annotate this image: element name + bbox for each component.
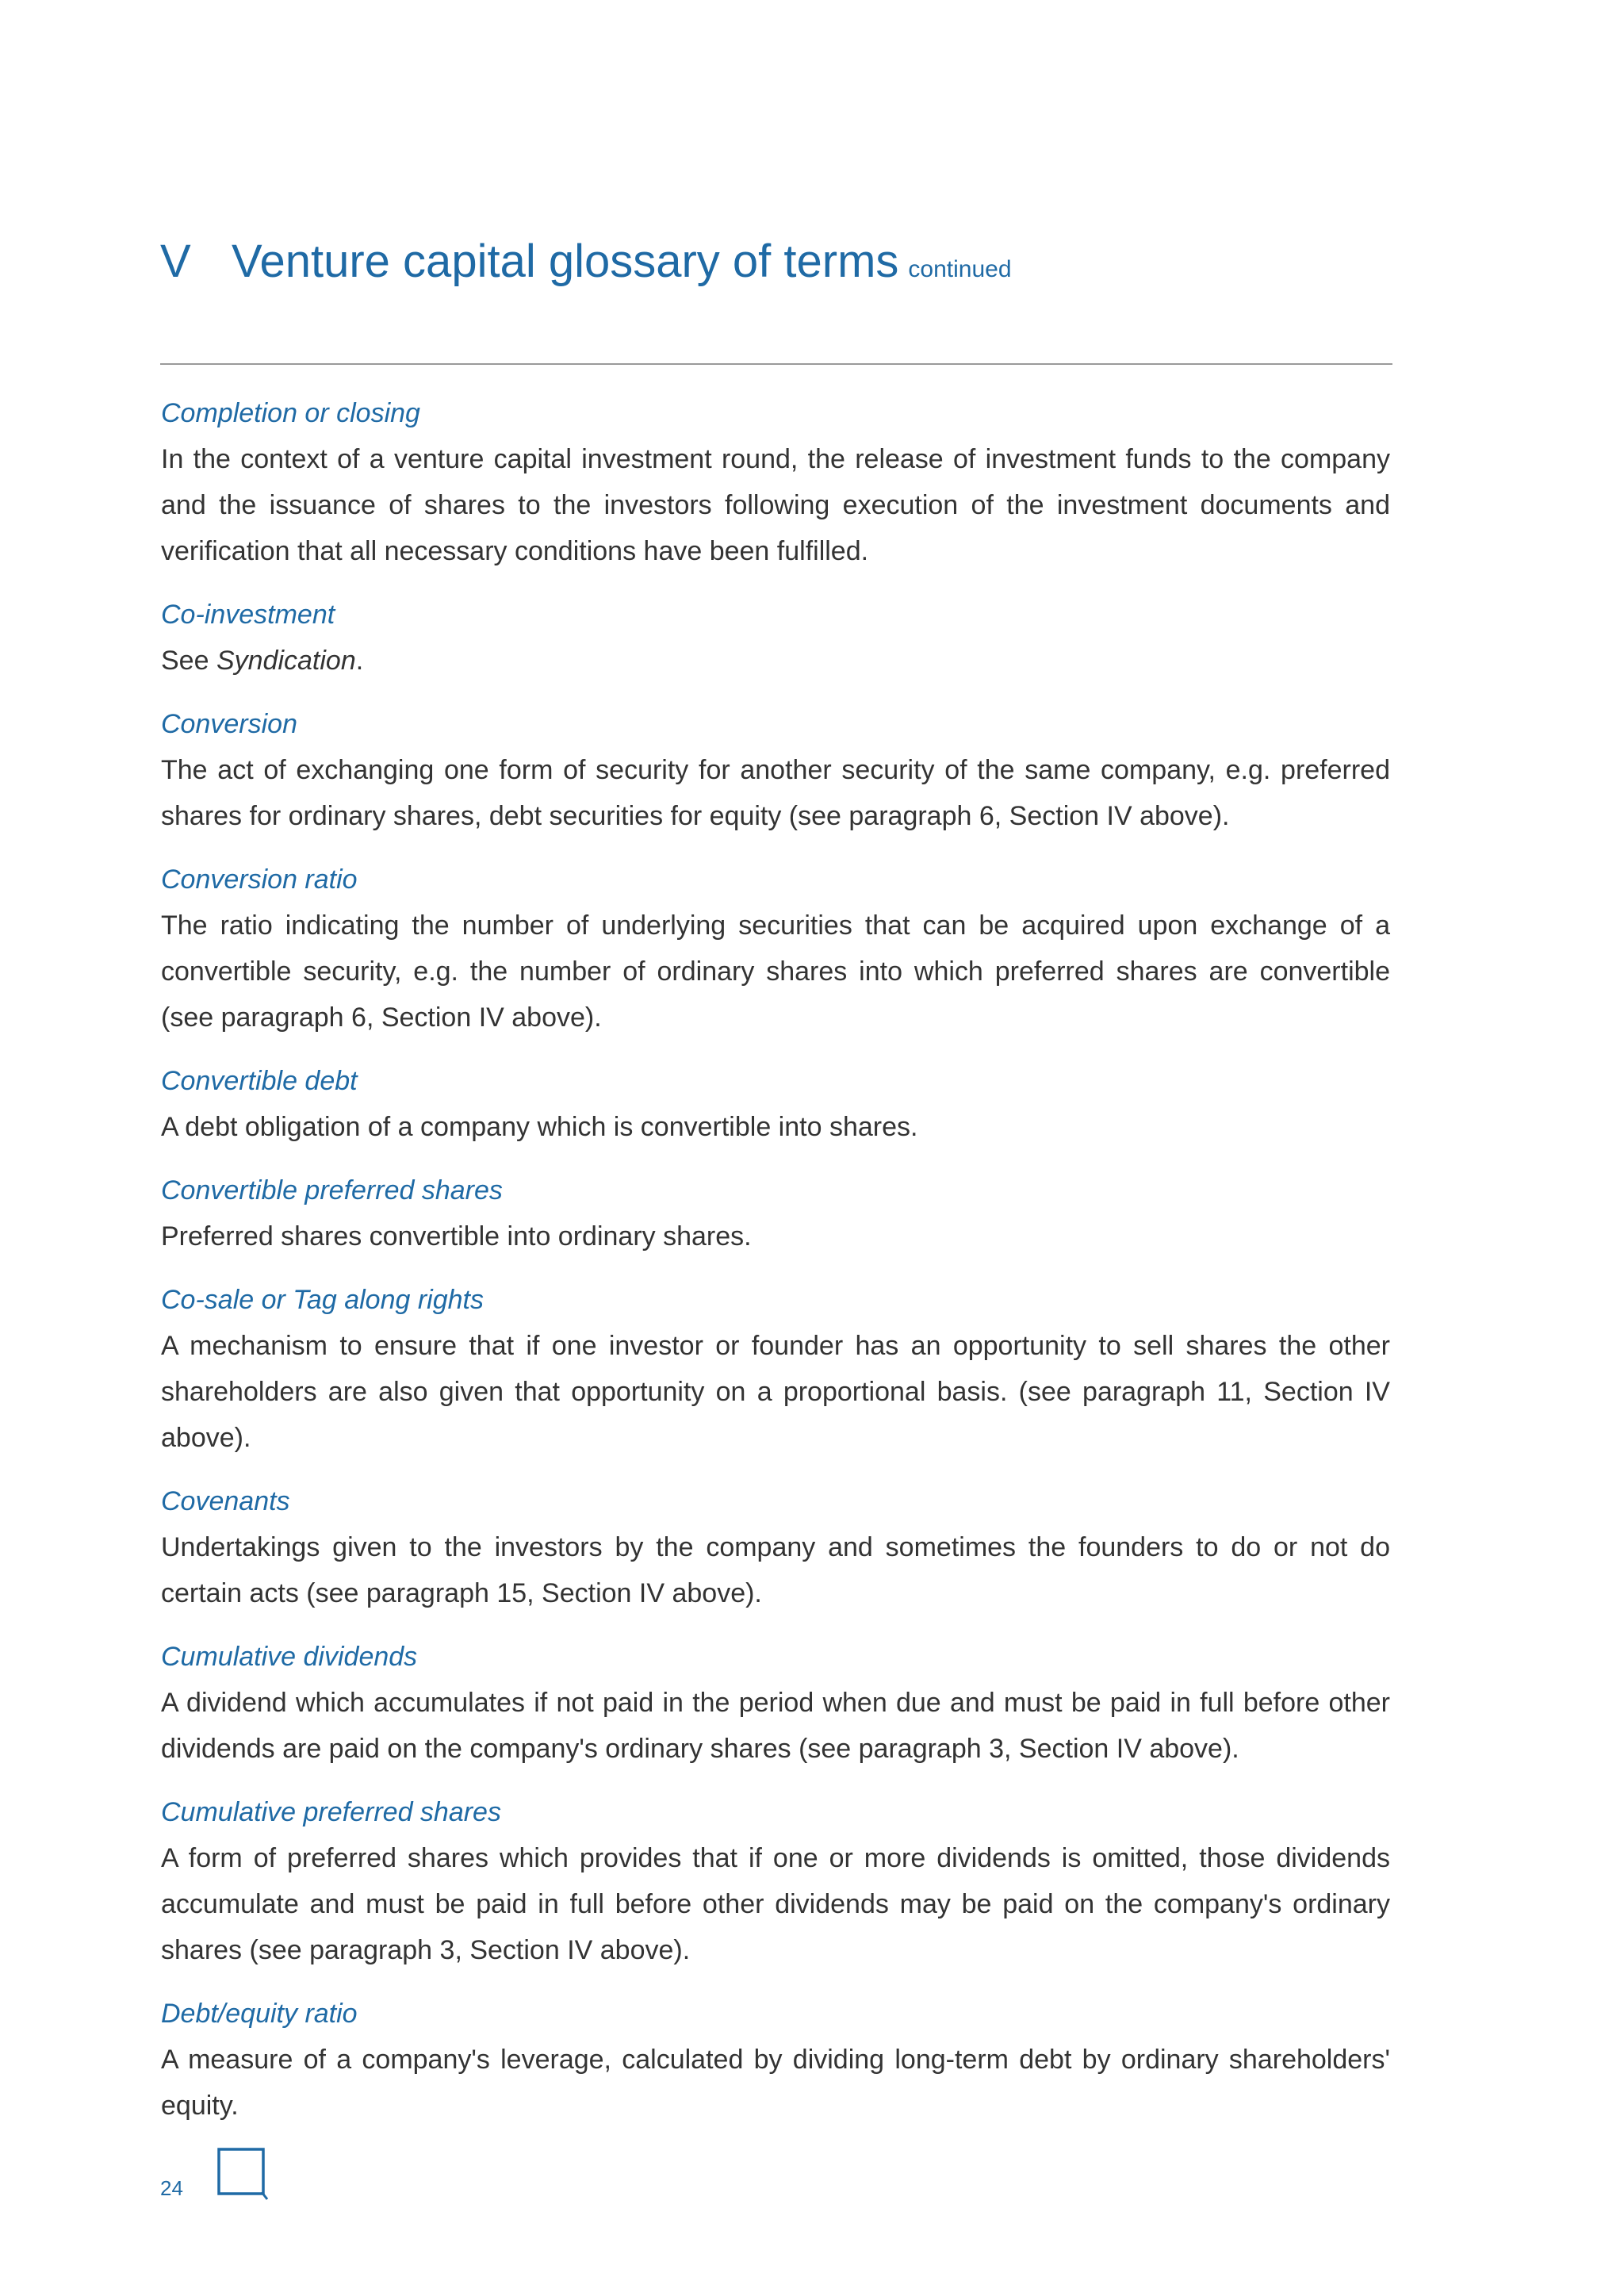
glossary-term: Debt/equity ratio <box>161 1999 358 2029</box>
glossary-entry-convertible-debt <box>161 1058 1390 1150</box>
continued-label: continued <box>908 256 1012 282</box>
cross-reference: Syndication <box>216 646 356 676</box>
header-divider <box>160 363 1392 365</box>
glossary-list <box>161 390 1390 2146</box>
glossary-entry-covenants <box>161 1478 1390 1616</box>
glossary-definition: In the context of a venture capital investment round, the release of investment funds to the company and the issuance of shares to the investors following execution of the investment documents and verification that all necessary conditions have been fulfilled. <box>161 444 1390 566</box>
glossary-entry-co-investment <box>161 592 1390 684</box>
glossary-definition: Undertakings given to the investors by the company and sometimes the founders to do or not do certain acts (see paragraph 15, Section IV above). <box>161 1532 1390 1608</box>
definition-prefix: See <box>161 646 216 676</box>
glossary-definition: A measure of a company's leverage, calculated by dividing long-term debt by ordinary shareholders' equity. <box>161 2045 1390 2121</box>
glossary-term: Cumulative preferred shares <box>161 1797 501 1827</box>
definition-suffix: . <box>355 646 364 676</box>
page-title: Venture capital glossary of terms <box>232 236 899 287</box>
glossary-entry-completion <box>161 390 1390 574</box>
glossary-entry-convertible-preferred-shares <box>161 1167 1390 1259</box>
glossary-term: Conversion <box>161 709 297 739</box>
glossary-definition: A form of preferred shares which provides that if one or more dividends is omitted, those dividends accumulate and must be paid in full before other dividends may be paid on the company's ordinary shares (see paragraph 3, Section IV above). <box>161 1843 1390 1965</box>
glossary-entry-co-sale <box>161 1277 1390 1461</box>
page-corner-icon <box>217 2148 268 2200</box>
glossary-term: Convertible preferred shares <box>161 1175 503 1205</box>
glossary-definition: A dividend which accumulates if not paid in the period when due and must be paid in full before other dividends are paid on the company's ordinary shares (see paragraph 3, Section IV above). <box>161 1688 1390 1764</box>
glossary-term: Co-investment <box>161 600 335 630</box>
glossary-term: Completion or closing <box>161 398 420 428</box>
glossary-entry-cumulative-dividends <box>161 1634 1390 1772</box>
glossary-entry-conversion-ratio <box>161 857 1390 1041</box>
glossary-definition: A debt obligation of a company which is convertible into shares. <box>161 1112 918 1142</box>
glossary-definition: Preferred shares convertible into ordinary shares. <box>161 1221 752 1251</box>
glossary-definition: The act of exchanging one form of security for another security of the same company, e.g. preferred shares for ordinary shares, debt securities for equity (see paragraph 6, Section IV above). <box>161 755 1390 831</box>
glossary-term: Cumulative dividends <box>161 1642 418 1672</box>
glossary-definition: A mechanism to ensure that if one investor or founder has an opportunity to sell shares the other shareholders are also given that opportunity on a proportional basis. (see paragraph 11, Section IV above). <box>161 1331 1390 1453</box>
page-number: 24 <box>160 2176 183 2200</box>
glossary-term: Covenants <box>161 1486 290 1516</box>
glossary-definition <box>161 638 1390 684</box>
glossary-term: Convertible debt <box>161 1066 358 1096</box>
section-header <box>160 235 1012 288</box>
glossary-term: Conversion ratio <box>161 864 358 895</box>
glossary-entry-conversion <box>161 701 1390 839</box>
section-number: V <box>160 236 191 287</box>
glossary-term: Co-sale or Tag along rights <box>161 1285 484 1315</box>
glossary-definition: The ratio indicating the number of underlying securities that can be acquired upon exchange of a convertible security, e.g. the number of ordinary shares into which preferred shares are convertible (see paragraph 6, Section IV above). <box>161 910 1390 1033</box>
glossary-entry-debt-equity-ratio <box>161 1991 1390 2129</box>
glossary-entry-cumulative-preferred-shares <box>161 1789 1390 1973</box>
